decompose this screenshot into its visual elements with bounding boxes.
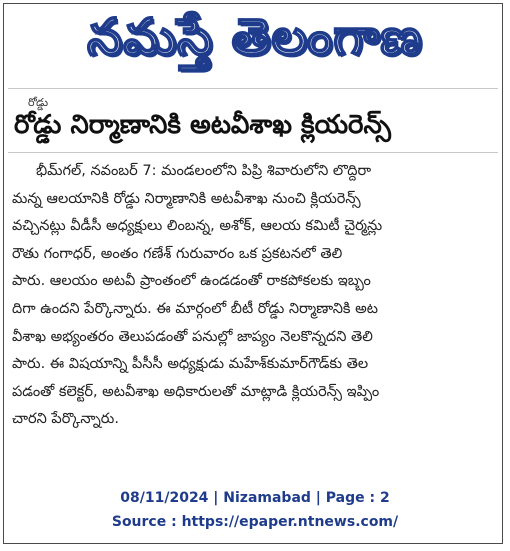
article-line: వీశాఖ అభ్యంతరం తెలుపడంతో పనుల్లో జాప్యం నెలకొన్నదని తెలి: [12, 328, 373, 345]
footer-dateline: 08/11/2024 | Nizamabad | Page : 2: [120, 490, 390, 506]
article-line: రౌతు గంగాధర్, అంతం గణేశ్ గురువారం ఒక ప్రకటనలో తెలి: [12, 245, 343, 262]
article-line: పారు. ఆలయం అటవీ ప్రాంతంలో ఉండడంతో రాకపోకలకు ఇబ్బం: [12, 273, 371, 290]
masthead-divider: [8, 88, 498, 89]
article-line: వచ్చినట్లు వీడీసీ అధ్యక్షులు లింబన్న, అశోక్, ఆలయ కమిటీ చైర్మన్లు: [12, 218, 383, 235]
article-headline: రోడ్డు నిర్మాణానికి అటవీశాఖ క్లియరెన్స్: [14, 110, 391, 140]
article-body: [12, 158, 498, 434]
article-line: చారని పేర్కొన్నారు.: [12, 411, 119, 428]
article-kicker: రోడ్డు: [28, 96, 49, 109]
footer-source: Source : https://epaper.ntnews.com/: [111, 514, 399, 530]
article-line: దిగా ఉందని పేర్కొన్నారు. ఈ మార్గంలో బీటీ రోడ్డు నిర్మాణానికి అట: [12, 300, 378, 317]
article-line: పారు. ఈ విషయాన్ని పీసీసీ అధ్యక్షుడు మహేశ్‌కుమార్‌గౌడ్‌కు తెల: [12, 356, 369, 373]
masthead-title: నమస్తే తెలంగాణ: [87, 7, 423, 66]
article-line: భీమ్‌గల్, నవంబర్ 7: మండలంలోని పిప్రి శివారులోని లొద్దిరా: [36, 163, 372, 179]
article-line: మన్న ఆలయానికి రోడ్డు నిర్మాణానికి అటవీశాఖ నుంచి క్లియరెన్స్: [12, 190, 361, 207]
newspaper-masthead: [40, 8, 470, 78]
headline-divider: [8, 152, 498, 153]
article-line: పడంతో కలెక్టర్, అటవీశాఖ అధికారులతో మాట్లాడి క్లియరెన్స్ ఇప్పిం: [12, 383, 380, 400]
